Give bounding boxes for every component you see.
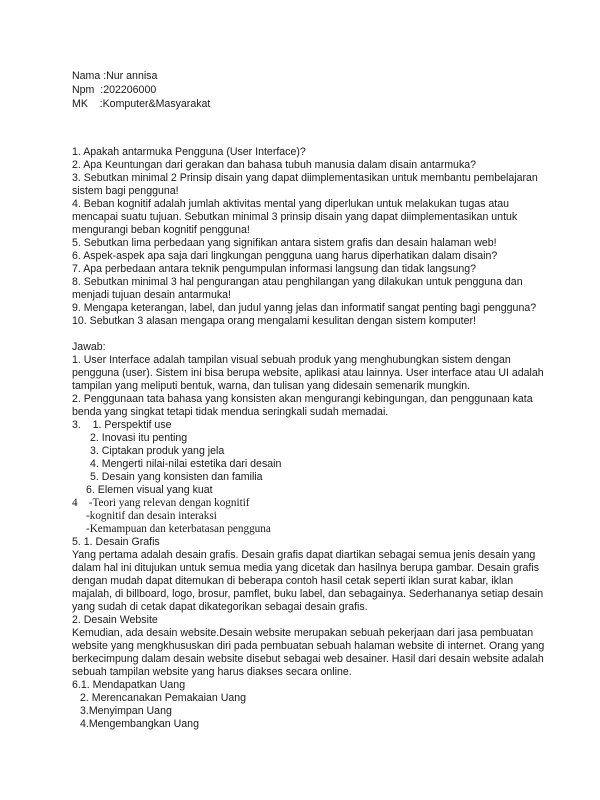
- question-line: sistem bagi pengguna!: [72, 185, 179, 197]
- answer-line: 3. Ciptakan produk yang jela: [90, 445, 225, 457]
- answer-line: benda yang singkat tetapi tidak mendua seringkali sudah memadai.: [72, 406, 389, 418]
- answer-line: 2. Inovasi itu penting: [90, 432, 188, 444]
- answer-line: 6. Elemen visual yang kuat: [86, 484, 213, 496]
- student-npm: Npm :202206000: [72, 84, 157, 96]
- answer-line: pengguna (user). Sistem ini bisa berupa website, aplikasi atau lainnya. User interface atau UI adalah: [72, 367, 544, 379]
- answer-line: 2. Merencanakan Pemakaian Uang: [80, 692, 247, 704]
- answer-line: 6.1. Mendapatkan Uang: [72, 679, 186, 691]
- answer-line: 5. Desain yang konsisten dan familia: [90, 471, 263, 483]
- answer-line: sebuah tampilan website yang harus diakses secara online.: [72, 666, 352, 678]
- answer-line: dengan mudah dapat ditemukan di beberapa contoh hasil cetak seperti iklan surat kabar, iklan: [72, 575, 514, 587]
- answer-line: yang sudah di cetak dapat dikategorikan sebagai desain grafis.: [72, 601, 368, 613]
- question-line: 8. Sebutkan minimal 3 hal pengurangan atau penghilangan yang dilakukan untuk pengguna dan: [72, 276, 523, 288]
- answer-line: Kemudian, ada desain website.Desain website merupakan sebuah pekerjaan dari jasa pembuatan: [72, 627, 534, 639]
- question-line: 5. Sebutkan lima perbedaan yang signifikan antara sistem grafis dan desain halaman web!: [72, 237, 497, 249]
- answer-line: dalam hal ini ditujukan untuk semua media yang dicetak dan hasilnya berupa gambar. Desain grafis: [72, 562, 539, 574]
- answer-line: -kognitif dan desain interaksi: [86, 510, 217, 522]
- question-line: 3. Sebutkan minimal 2 Prinsip disain yang dapat diimplementasikan untuk membantu pembelajaran: [72, 172, 538, 184]
- question-line: 2. Apa Keuntungan dari gerakan dan bahasa tubuh manusia dalam disain antarmuka?: [72, 159, 477, 171]
- question-line: 9. Mengapa keterangan, label, dan judul yanng jelas dan informatif sangat penting bagi pengguna?: [72, 302, 537, 314]
- question-line: 6. Aspek-aspek apa saja dari lingkungan pengguna uang harus diperhatikan dalam disain?: [72, 250, 498, 262]
- answer-line: berkecimpung dalam desain website disebut sebagai web desainer. Hasil dari desain website adalah: [72, 653, 544, 665]
- student-name: Nama :Nur annisa: [72, 70, 158, 82]
- course: MK :Komputer&Masyarakat: [72, 98, 211, 110]
- answer-line: 1. User Interface adalah tampilan visual sebuah produk yang menghubungkan sistem dengan: [72, 354, 511, 366]
- answer-line: -Kemampuan dan keterbatasan pengguna: [86, 523, 271, 535]
- question-line: 7. Apa perbedaan antara teknik pengumpulan informasi langsung dan tidak langsung?: [72, 263, 477, 275]
- answer-line: 2. Desain Website: [72, 614, 158, 626]
- answer-line: 3. 1. Perspektif use: [72, 419, 172, 431]
- answer-line: 5. 1. Desain Grafis: [72, 536, 160, 548]
- question-line: 10. Sebutkan 3 alasan mengapa orang mengalami kesulitan dengan sistem komputer!: [72, 315, 476, 327]
- answer-line: 4.Mengembangkan Uang: [80, 718, 199, 730]
- answer-line: 3.Menyimpan Uang: [80, 705, 172, 717]
- answer-line: 2. Penggunaan tata bahasa yang konsisten akan mengurangi kebingungan, dan penggunaan kata: [72, 393, 533, 405]
- answer-line: 4 -Teori yang relevan dengan kognitif: [72, 497, 250, 509]
- answers-heading: Jawab:: [72, 341, 106, 353]
- answer-line: 4. Mengerti nilai-nilai estetika dari desain: [90, 458, 282, 470]
- answer-line: tampilan yang meliputi bentuk, warna, dan tulisan yang didesain semenarik mungkin.: [72, 380, 471, 392]
- answer-line: Yang pertama adalah desain grafis. Desain grafis dapat diartikan sebagai semua jenis desain yang: [72, 549, 536, 561]
- answer-line: majalah, di billboard, logo, brosur, pamflet, buku label, dan sebagainya. Sederhananya setiap desain: [72, 588, 544, 600]
- question-line: menjadi tujuan desain antarmuka!: [72, 289, 232, 301]
- question-line: 4. Beban kognitif adalah jumlah aktivitas mental yang diperlukan untuk melakukan tugas atau: [72, 198, 509, 210]
- question-line: 1. Apakah antarmuka Pengguna (User Interface)?: [72, 146, 306, 158]
- question-line: mencapai suatu tujuan. Sebutkan minimal 3 prinsip disain yang dapat diimplementasikan untuk: [72, 211, 518, 223]
- answer-line: website yang mengkhususkan diri pada pembuatan sebuah halaman website di internet. Orang yang: [72, 640, 545, 652]
- question-line: mengurangi beban kognitif pengguna!: [72, 224, 250, 236]
